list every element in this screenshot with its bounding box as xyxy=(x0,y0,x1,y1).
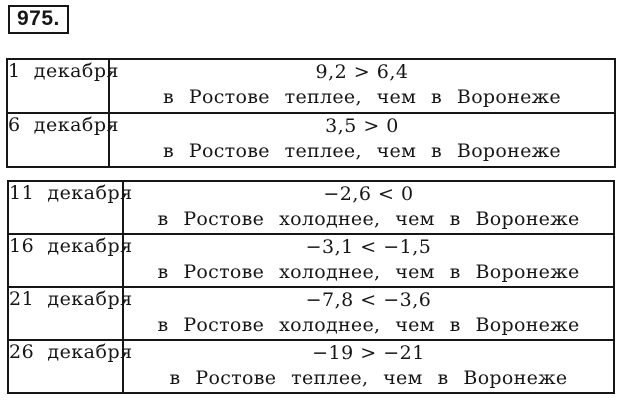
problem-number-label: 975. xyxy=(17,7,60,30)
inequality-text: −7,8 < −3,6 xyxy=(305,289,432,311)
date-cell: 11 декабря xyxy=(8,181,123,234)
comparison-cell xyxy=(123,234,614,287)
comparison-cell xyxy=(109,113,615,167)
temperature-table-upper xyxy=(6,58,616,168)
inequality-text: 9,2 > 6,4 xyxy=(315,61,409,83)
conclusion-text: в Ростове теплее, чем в Воронеже xyxy=(163,86,561,108)
comparison-cell xyxy=(123,287,614,340)
inequality-text: −3,1 < −1,5 xyxy=(305,236,432,258)
temperature-table-lower xyxy=(7,180,615,394)
inequality-text: −19 > −21 xyxy=(312,342,425,364)
date-cell: 1 декабря xyxy=(7,59,109,113)
table-row xyxy=(7,113,615,167)
date-cell: 26 декабря xyxy=(8,340,123,393)
table-row xyxy=(8,287,614,340)
table-row xyxy=(8,340,614,393)
date-cell: 21 декабря xyxy=(8,287,123,340)
comparison-cell xyxy=(123,181,614,234)
comparison-cell xyxy=(123,340,614,393)
conclusion-text: в Ростове теплее, чем в Воронеже xyxy=(163,140,561,162)
table-row xyxy=(8,181,614,234)
table-row xyxy=(8,234,614,287)
conclusion-text: в Ростове холоднее, чем в Воронеже xyxy=(157,208,580,230)
date-cell: 16 декабря xyxy=(8,234,123,287)
table-row xyxy=(7,59,615,113)
conclusion-text: в Ростове теплее, чем в Воронеже xyxy=(169,367,568,389)
conclusion-text: в Ростове холоднее, чем в Воронеже xyxy=(157,314,580,336)
comparison-cell xyxy=(109,59,615,113)
inequality-text: −2,6 < 0 xyxy=(323,183,414,205)
date-cell: 6 декабря xyxy=(7,113,109,167)
problem-number-box xyxy=(8,5,69,34)
inequality-text: 3,5 > 0 xyxy=(325,115,399,137)
conclusion-text: в Ростове холоднее, чем в Воронеже xyxy=(157,261,580,283)
